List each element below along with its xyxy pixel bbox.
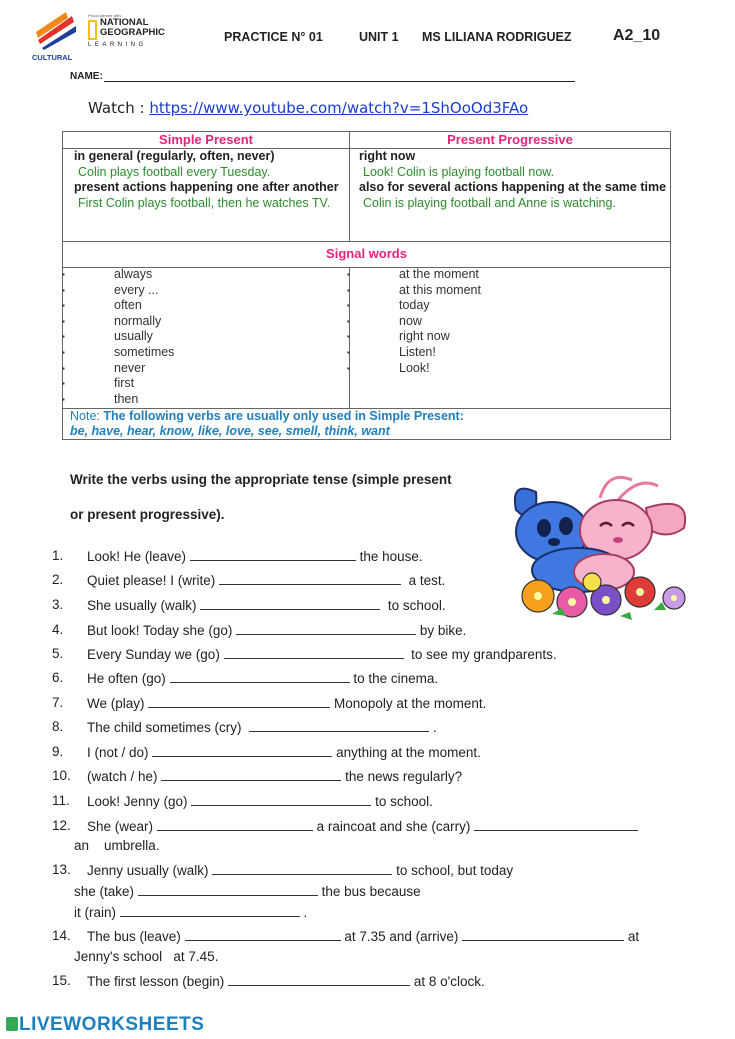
pp-usage-now: right now xyxy=(359,149,416,163)
signal-word: normally xyxy=(114,313,162,328)
note-text: The following verbs are usually only used in Simple Present: xyxy=(103,409,464,423)
exercise-number: 1. xyxy=(52,548,64,563)
level-code: A2_10 xyxy=(613,27,661,44)
exercise-text: to school. xyxy=(387,598,446,613)
signal-word: often xyxy=(114,298,142,313)
liveworksheets-icon xyxy=(6,1017,18,1031)
exercise-number: 5. xyxy=(52,646,64,661)
exercise-text: at 7.45. xyxy=(173,949,219,964)
exercise-5 xyxy=(87,646,557,662)
exercise-text: . xyxy=(303,905,308,920)
exercise-text: at 7.35 and (arrive) xyxy=(344,929,459,944)
signal-word: then xyxy=(114,391,139,406)
answer-blank[interactable] xyxy=(157,818,313,831)
answer-blank[interactable] xyxy=(152,744,332,757)
exercise-number: 14. xyxy=(52,928,71,943)
exercise-text: Jenny's school xyxy=(74,949,163,964)
instruction-line-1: Write the verbs using the appropriate tense (simple present xyxy=(70,472,452,487)
pp-usage-several: also for several actions happening at the same time xyxy=(359,180,667,194)
exercise-6 xyxy=(87,670,438,686)
grammar-table xyxy=(62,131,671,440)
answer-blank[interactable] xyxy=(138,883,318,896)
signal-word: always xyxy=(114,267,153,281)
exercise-text: She (wear) xyxy=(87,819,154,834)
exercise-text: to the cinema. xyxy=(353,671,439,686)
exercise-number: 10. xyxy=(52,768,71,783)
answer-blank[interactable] xyxy=(228,973,410,986)
exercise-number: 7. xyxy=(52,695,64,710)
exercise-text: anything at the moment. xyxy=(336,745,481,760)
exercise-text: Monopoly at the moment. xyxy=(334,696,487,711)
exercise-text: a test. xyxy=(408,573,446,588)
watch-line xyxy=(88,99,528,117)
answer-blank[interactable] xyxy=(185,928,341,941)
answer-blank[interactable] xyxy=(170,670,350,683)
answer-blank[interactable] xyxy=(161,768,341,781)
exercise-text: Quiet please! I (write) xyxy=(87,573,216,588)
liveworksheets-logo[interactable] xyxy=(6,1014,204,1036)
natgeo-yellow-frame-icon xyxy=(88,20,97,40)
signal-word: today xyxy=(399,298,430,313)
signal-word: first xyxy=(114,376,135,391)
sp-example-1: Colin plays football every Tuesday. xyxy=(78,164,271,179)
exercise-text: But look! Today she (go) xyxy=(87,623,233,638)
answer-blank[interactable] xyxy=(462,928,624,941)
sp-example-2: First Colin plays football, then he watches TV. xyxy=(78,195,331,210)
exercise-text: to see my grandparents. xyxy=(411,647,557,662)
signal-word: at the moment xyxy=(399,267,479,281)
exercise-14-continued xyxy=(74,949,218,964)
exercise-text: to school. xyxy=(375,794,433,809)
stitch-angel-illustration xyxy=(508,470,692,628)
exercise-text: The child sometimes (cry) xyxy=(87,720,242,735)
answer-blank[interactable] xyxy=(236,622,416,635)
exercise-number: 8. xyxy=(52,719,64,734)
natgeo-learning: LEARNING xyxy=(88,42,147,48)
signal-words-simple-present xyxy=(114,267,174,407)
answer-blank[interactable] xyxy=(474,818,638,831)
exercise-text: it (rain) xyxy=(74,905,117,920)
exercise-text: by bike. xyxy=(419,623,467,638)
exercise-text: Look! He (leave) xyxy=(87,549,187,564)
exercise-13-line2 xyxy=(74,883,421,899)
exercise-number: 15. xyxy=(52,973,71,988)
exercise-text: She usually (walk) xyxy=(87,598,197,613)
exercise-number: 9. xyxy=(52,744,64,759)
exercise-text: at 8 o'clock. xyxy=(413,974,485,989)
sp-usage-general: in general (regularly, often, never) xyxy=(74,149,275,163)
natgeo-logo xyxy=(88,13,168,57)
exercise-text: an xyxy=(74,838,90,853)
answer-blank[interactable] xyxy=(212,862,392,875)
exercise-text: umbrella. xyxy=(104,838,160,853)
watch-label: Watch : xyxy=(88,99,145,117)
exercise-10 xyxy=(87,768,462,784)
name-label: NAME: xyxy=(70,71,103,82)
answer-blank[interactable] xyxy=(120,904,300,917)
exercise-text: the bus because xyxy=(321,884,421,899)
liveworksheets-brand: LIVEWORKSHEETS xyxy=(19,1014,205,1035)
pp-example-1: Look! Colin is playing football now. xyxy=(363,164,555,179)
exercise-7 xyxy=(87,695,486,711)
practice-number: PRACTICE N° 01 xyxy=(224,30,323,44)
exercise-14 xyxy=(87,928,639,944)
exercise-9 xyxy=(87,744,481,760)
exercise-text: Every Sunday we (go) xyxy=(87,647,220,662)
cultural-logo-text: CULTURAL xyxy=(32,53,73,62)
simple-present-usage xyxy=(74,149,344,211)
exercise-text: she (take) xyxy=(74,884,135,899)
exercise-number: 13. xyxy=(52,862,71,877)
exercise-text: the news regularly? xyxy=(345,769,463,784)
exercise-number: 2. xyxy=(52,572,64,587)
exercise-text: The bus (leave) xyxy=(87,929,181,944)
exercise-number: 3. xyxy=(52,597,64,612)
signal-word: at this moment xyxy=(399,282,481,297)
answer-blank[interactable] xyxy=(200,597,380,610)
cultural-logo xyxy=(32,10,78,62)
sp-usage-sequence: present actions happening one after another xyxy=(74,180,339,194)
natgeo-partner-text: Proud partner with xyxy=(88,13,121,18)
note-verbs: be, have, hear, know, like, love, see, smell, think, want xyxy=(70,424,390,438)
exercise-text: at xyxy=(627,929,640,944)
exercise-2 xyxy=(87,572,445,588)
answer-blank[interactable] xyxy=(249,719,429,732)
exercise-number: 4. xyxy=(52,622,64,637)
natgeo-name-line2: GEOGRAPHIC xyxy=(100,27,165,38)
exercise-13 xyxy=(87,862,513,878)
exercise-text: He often (go) xyxy=(87,671,166,686)
exercise-number: 11. xyxy=(52,793,70,808)
instruction-line-2: or present progressive). xyxy=(70,507,225,522)
exercise-1 xyxy=(87,548,423,564)
signal-word: Look! xyxy=(399,360,430,375)
stitch-angel-icon xyxy=(508,470,692,628)
exercise-text: (watch / he) xyxy=(87,769,158,784)
signal-word: usually xyxy=(114,329,153,344)
pp-example-2: Colin is playing football and Anne is watching. xyxy=(363,195,616,210)
exercise-4 xyxy=(87,622,466,638)
exercise-number: 6. xyxy=(52,670,64,685)
answer-blank[interactable] xyxy=(219,572,401,585)
signal-word: every ... xyxy=(114,282,159,297)
note-box xyxy=(70,409,464,439)
cultural-logo-icon xyxy=(32,10,78,50)
signal-bullets-left: ▪ ▪ ▪ ▪ ▪ ▪ ▪ ▪ ▪ xyxy=(62,270,65,404)
signal-bullets-right: ▪ ▪ ▪ ▪ ▪ ▪ ▪ xyxy=(347,270,350,373)
exercise-15 xyxy=(87,973,485,989)
youtube-link[interactable]: https://www.youtube.com/watch?v=1ShOoOd3FAo xyxy=(149,99,529,117)
exercise-13-line3 xyxy=(74,904,307,920)
exercise-text: to school, but today xyxy=(396,863,514,878)
signal-words-heading: Signal words xyxy=(326,246,407,261)
answer-blank[interactable] xyxy=(190,548,356,561)
signal-word: now xyxy=(399,313,422,328)
signal-word: Listen! xyxy=(399,344,436,359)
exercise-8 xyxy=(87,719,437,735)
answer-blank[interactable] xyxy=(224,646,404,659)
signal-words-present-progressive xyxy=(399,267,481,376)
answer-blank[interactable] xyxy=(191,793,371,806)
exercise-text: the house. xyxy=(359,549,423,564)
teacher-name: MS LILIANA RODRIGUEZ xyxy=(422,30,572,44)
exercise-text: Jenny usually (walk) xyxy=(87,863,209,878)
present-progressive-usage xyxy=(359,149,667,211)
exercise-12-continued xyxy=(74,838,160,853)
signal-word: never xyxy=(114,360,146,375)
exercise-text: a raincoat and she (carry) xyxy=(316,819,471,834)
exercise-11 xyxy=(87,793,433,809)
exercise-text: Look! Jenny (go) xyxy=(87,794,188,809)
exercise-text: We (play) xyxy=(87,696,145,711)
exercise-text: The first lesson (begin) xyxy=(87,974,225,989)
exercise-3 xyxy=(87,597,446,613)
simple-present-heading: Simple Present xyxy=(159,132,253,147)
present-progressive-heading: Present Progressive xyxy=(447,132,573,147)
answer-blank[interactable] xyxy=(148,695,330,708)
exercise-12 xyxy=(87,818,638,834)
exercise-number: 12. xyxy=(52,818,71,833)
exercise-text: I (not / do) xyxy=(87,745,149,760)
signal-word: sometimes xyxy=(114,344,175,359)
natgeo-name-line1: NATIONAL xyxy=(100,17,149,28)
unit-label: UNIT 1 xyxy=(359,30,399,44)
note-label: Note: xyxy=(70,409,100,423)
signal-word: right now xyxy=(399,329,450,344)
exercise-text: . xyxy=(432,720,437,735)
name-input-line[interactable] xyxy=(104,81,575,82)
